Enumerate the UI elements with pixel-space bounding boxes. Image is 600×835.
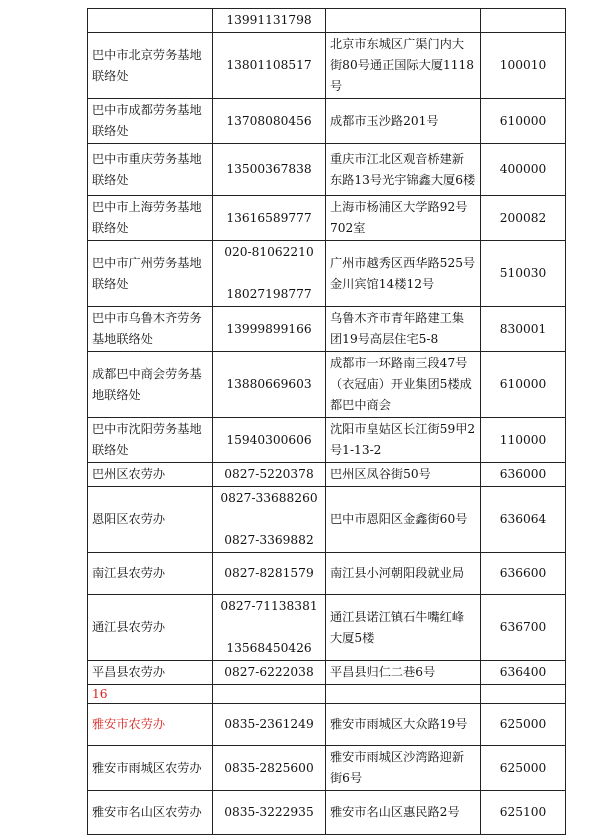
address [326, 685, 481, 704]
address: 通江县诺江镇石牛嘴红峰大厦5楼 [326, 595, 481, 661]
org-name: 巴中市广州劳务基地联络处 [88, 241, 213, 307]
phone-number: 0835-2825600 [213, 746, 326, 791]
org-name: 雅安市雨城区农劳办 [88, 746, 213, 791]
org-name: 巴中市成都劳务基地联络处 [88, 99, 213, 144]
table-row [88, 661, 566, 685]
postal-code: 625000 [481, 746, 566, 791]
phone-number: 13880669603 [213, 352, 326, 418]
phone-number: 13999899166 [213, 307, 326, 352]
postal-code: 830001 [481, 307, 566, 352]
address: 北京市东城区广渠门内大街80号通正国际大厦1118号 [326, 33, 481, 99]
phone-number: 13801108517 [213, 33, 326, 99]
phone-number: 0827-6222038 [213, 661, 326, 685]
org-name: 巴中市乌鲁木齐劳务基地联络处 [88, 307, 213, 352]
org-name: 成都巴中商会劳务基地联络处 [88, 352, 213, 418]
postal-code: 610000 [481, 352, 566, 418]
address: 广州市越秀区西华路525号金川宾馆14楼12号 [326, 241, 481, 307]
postal-code [481, 685, 566, 704]
address: 巴州区凤谷街50号 [326, 463, 481, 487]
table-row [88, 463, 566, 487]
phone-number: 0827-33688260 0827-3369882 [213, 487, 326, 553]
table-row [88, 746, 566, 791]
address: 乌鲁木齐市青年路建工集团19号高层住宅5-8 [326, 307, 481, 352]
postal-code: 100010 [481, 33, 566, 99]
address: 成都市玉沙路201号 [326, 99, 481, 144]
org-name: 恩阳区农劳办 [88, 487, 213, 553]
labor-office-directory-table [87, 8, 566, 835]
org-name: 巴中市北京劳务基地联络处 [88, 33, 213, 99]
postal-code: 400000 [481, 144, 566, 196]
table-row [88, 307, 566, 352]
address: 平昌县归仁二巷6号 [326, 661, 481, 685]
postal-code: 110000 [481, 418, 566, 463]
address: 雅安市雨城区大众路19号 [326, 704, 481, 746]
address: 成都市一环路南三段47号（衣冠庙）开业集团5楼成都巴中商会 [326, 352, 481, 418]
table-row [88, 685, 566, 704]
postal-code [481, 9, 566, 33]
table-row [88, 352, 566, 418]
section-number: 16 [88, 685, 213, 704]
org-name: 南江县农劳办 [88, 553, 213, 595]
phone-number: 13991131798 [213, 9, 326, 33]
postal-code: 610000 [481, 99, 566, 144]
table-row [88, 196, 566, 241]
address: 重庆市江北区观音桥建新东路13号光宇锦鑫大厦6楼 [326, 144, 481, 196]
org-name: 通江县农劳办 [88, 595, 213, 661]
postal-code: 625100 [481, 791, 566, 835]
postal-code: 625000 [481, 704, 566, 746]
org-name: 平昌县农劳办 [88, 661, 213, 685]
org-name: 巴中市重庆劳务基地联络处 [88, 144, 213, 196]
org-name: 雅安市农劳办 [88, 704, 213, 746]
table-row [88, 704, 566, 746]
address: 南江县小河朝阳段就业局 [326, 553, 481, 595]
table-row [88, 241, 566, 307]
address: 巴中市恩阳区金鑫街60号 [326, 487, 481, 553]
org-name: 雅安市名山区农劳办 [88, 791, 213, 835]
phone-number [213, 685, 326, 704]
table-row [88, 791, 566, 835]
postal-code: 636600 [481, 553, 566, 595]
address: 上海市杨浦区大学路92号702室 [326, 196, 481, 241]
phone-number: 0835-2361249 [213, 704, 326, 746]
phone-number: 13708080456 [213, 99, 326, 144]
table-row [88, 487, 566, 553]
postal-code: 636064 [481, 487, 566, 553]
table-row [88, 144, 566, 196]
postal-code: 636000 [481, 463, 566, 487]
phone-number: 13500367838 [213, 144, 326, 196]
table-row [88, 9, 566, 33]
org-name [88, 9, 213, 33]
phone-number: 0835-3222935 [213, 791, 326, 835]
table-row [88, 99, 566, 144]
org-name: 巴中市上海劳务基地联络处 [88, 196, 213, 241]
address [326, 9, 481, 33]
phone-number: 15940300606 [213, 418, 326, 463]
phone-number: 0827-71138381 13568450426 [213, 595, 326, 661]
postal-code: 200082 [481, 196, 566, 241]
phone-number: 020-81062210 18027198777 [213, 241, 326, 307]
address: 雅安市雨城区沙湾路迎新街6号 [326, 746, 481, 791]
address: 雅安市名山区惠民路2号 [326, 791, 481, 835]
phone-number: 13616589777 [213, 196, 326, 241]
postal-code: 510030 [481, 241, 566, 307]
phone-number: 0827-8281579 [213, 553, 326, 595]
table-row [88, 33, 566, 99]
postal-code: 636700 [481, 595, 566, 661]
table-row [88, 418, 566, 463]
org-name: 巴中市沈阳劳务基地联络处 [88, 418, 213, 463]
address: 沈阳市皇姑区长江街59甲2号1-13-2 [326, 418, 481, 463]
postal-code: 636400 [481, 661, 566, 685]
table-row [88, 553, 566, 595]
table-row [88, 595, 566, 661]
org-name: 巴州区农劳办 [88, 463, 213, 487]
phone-number: 0827-5220378 [213, 463, 326, 487]
